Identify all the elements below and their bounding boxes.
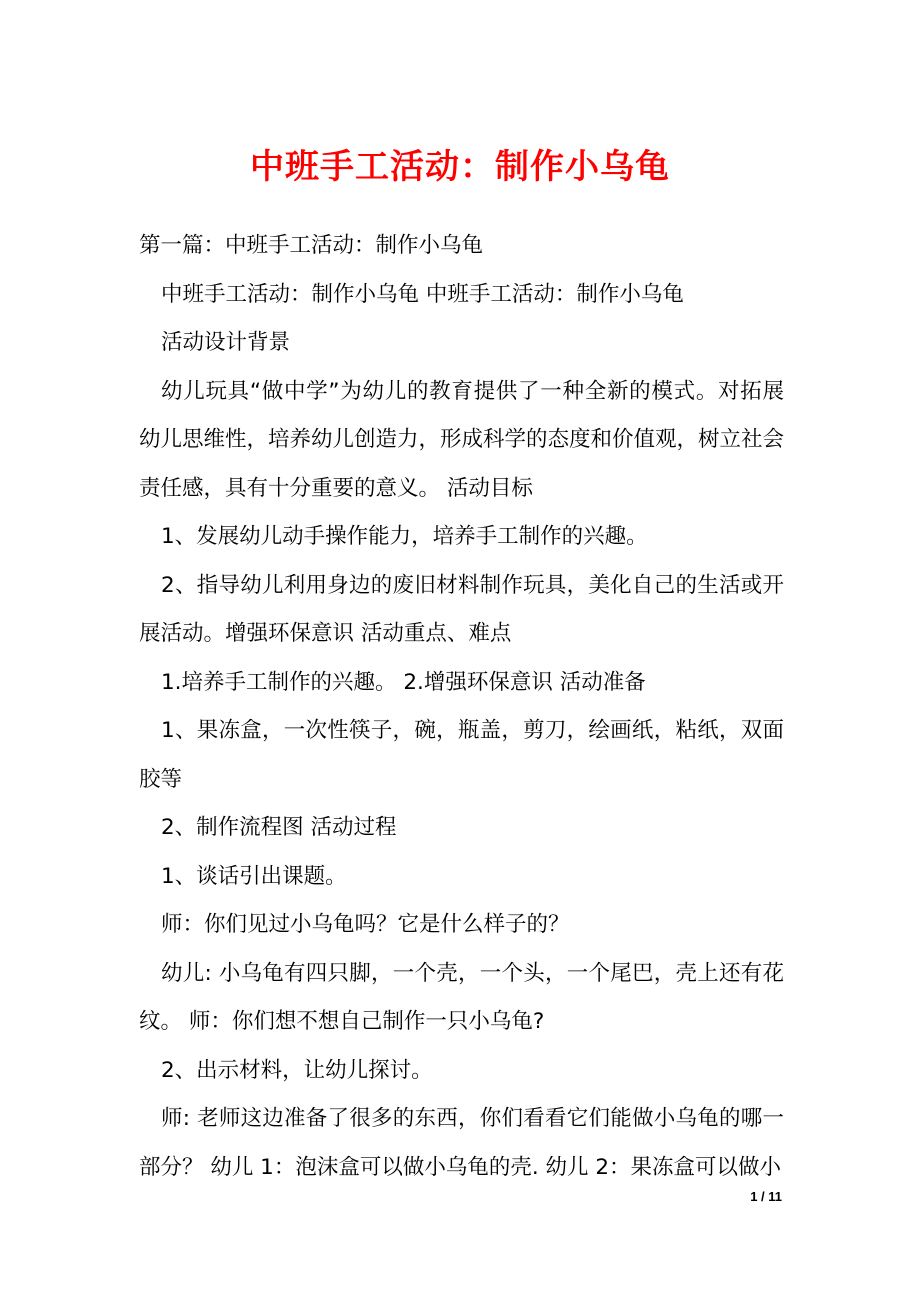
- paragraph: 2、出示材料，让幼儿探讨。: [161, 1057, 433, 1083]
- document-body: [139, 222, 784, 1192]
- paragraph: 师: 老师这边准备了很多的东西，你们看看它们能做小乌龟的哪一部分？ 幼儿 1：泡沫盒可以做小乌龟的壳. 幼儿 2：果冻盒可以做小: [139, 1106, 784, 1180]
- paragraph: 第一篇：中班手工活动：制作小乌龟: [139, 233, 484, 258]
- paragraph: 幼儿玩具“做中学”为幼儿的教育提供了一种全新的模式。对拓展幼儿思维性，培养幼儿创造力，形成科学的态度和价值观，树立社会责任感，具有十分重要的意义。 活动目标: [139, 378, 785, 501]
- paragraph: 中班手工活动：制作小乌龟 中班手工活动：制作小乌龟: [161, 281, 684, 307]
- paragraph: 2、指导幼儿利用身边的废旧材料制作玩具，美化自己的生活或开展活动。增强环保意识 活动重点、难点: [139, 572, 784, 646]
- paragraph: 1.培养手工制作的兴趣。 2.增强环保意识 活动准备: [161, 669, 646, 695]
- paragraph: 幼儿: 小乌龟有四只脚，一个壳，一个头，一个尾巴，壳上还有花纹。 师：你们想不想自己制作一只小乌龟?: [139, 960, 784, 1034]
- paragraph: 活动设计背景: [161, 330, 291, 355]
- paragraph: 2、制作流程图 活动过程: [161, 815, 397, 840]
- document-title: 中班手工活动：制作小乌龟: [250, 147, 670, 187]
- paragraph: 1、谈话引出课题。: [161, 863, 347, 889]
- page-number: 1 / 11: [750, 1189, 782, 1204]
- paragraph: 师：你们见过小乌龟吗？它是什么样子的？: [161, 912, 570, 937]
- paragraph: 1、果冻盒，一次性筷子，碗，瓶盖，剪刀，绘画纸，粘纸，双面胶等: [139, 718, 784, 792]
- paragraph: 1、发展幼儿动手操作能力，培养手工制作的兴趣。: [161, 524, 648, 549]
